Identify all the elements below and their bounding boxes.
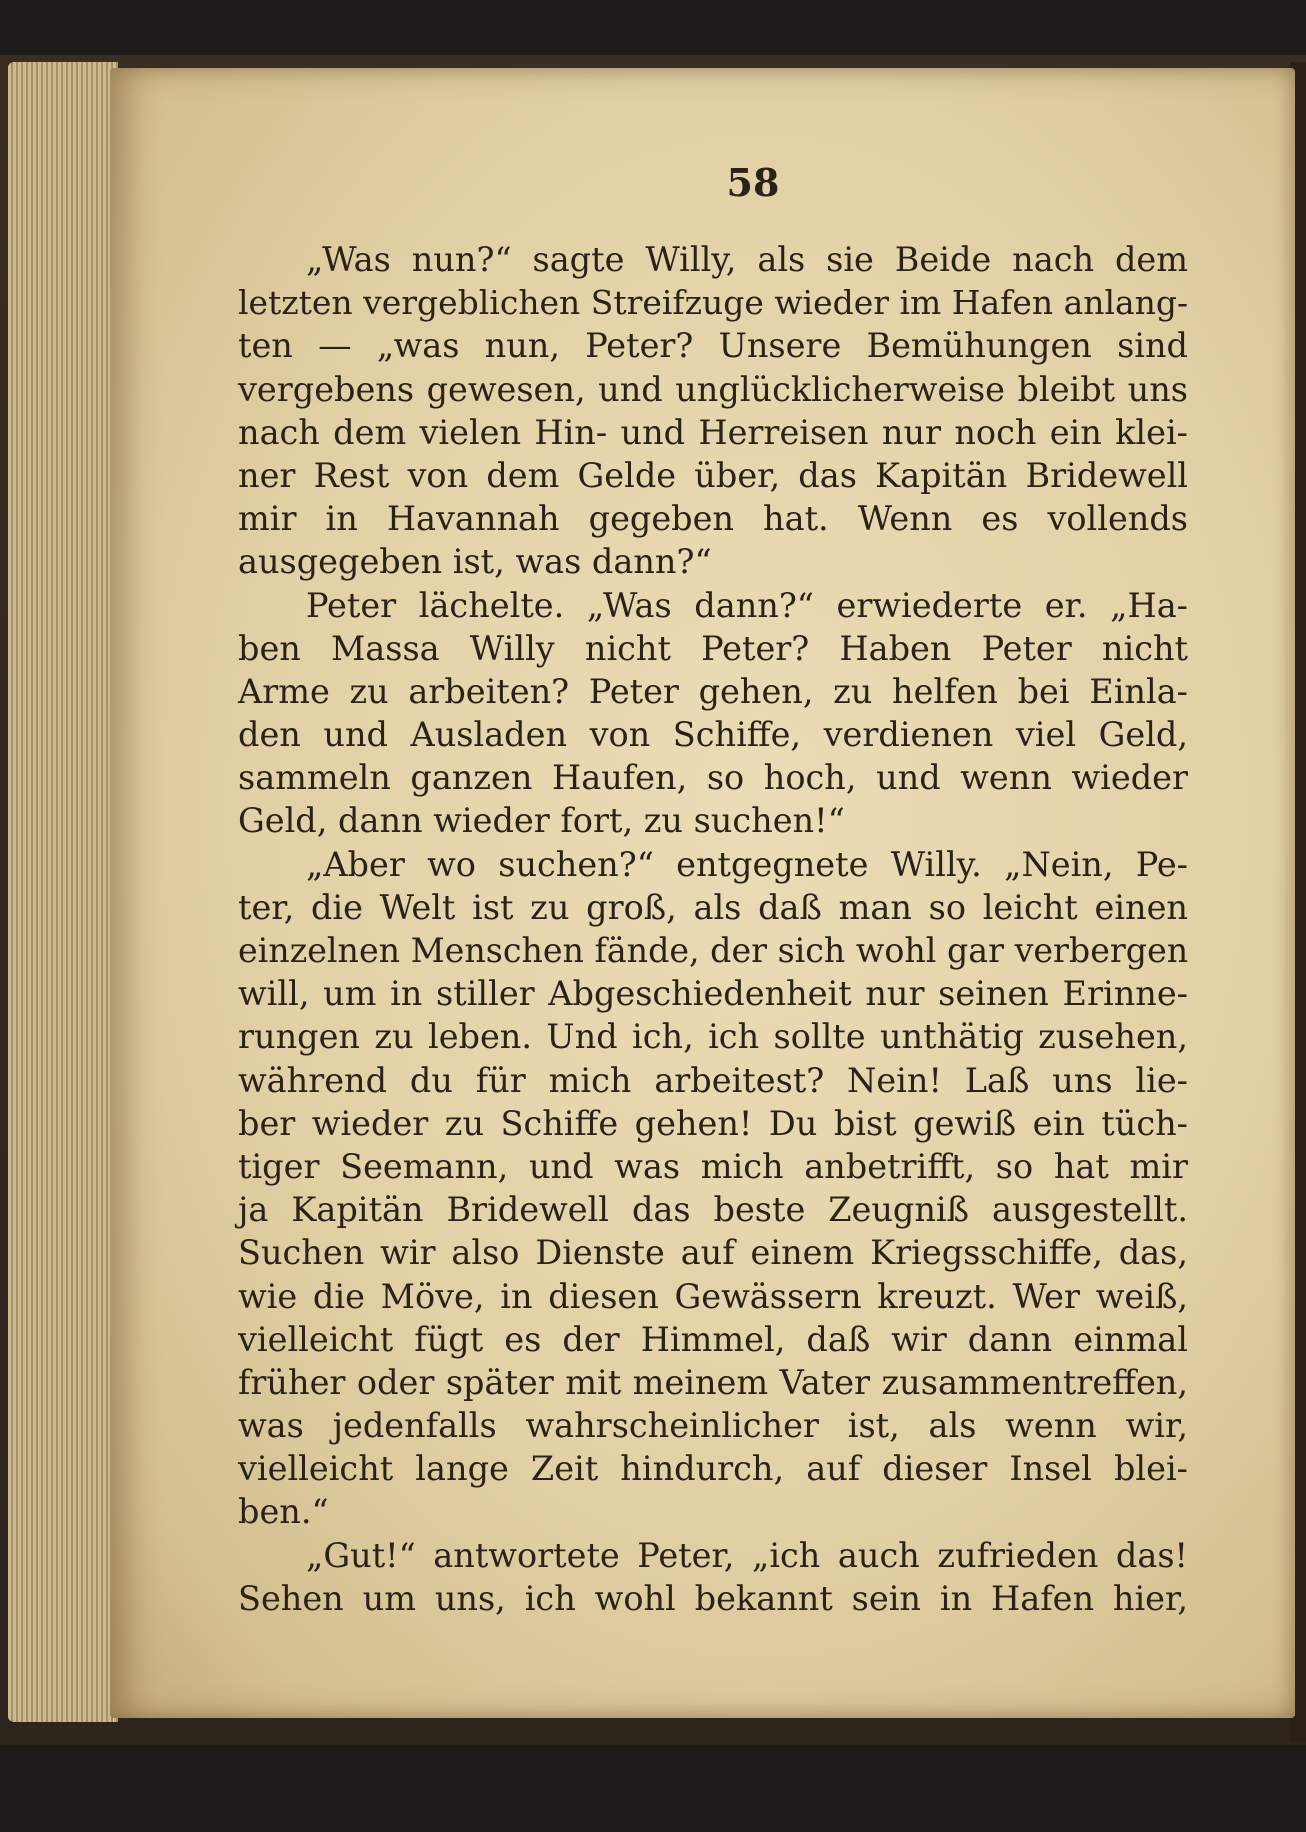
text-line: vielleicht lange Zeit hindurch, auf dieser Insel blei- — [238, 1449, 1188, 1489]
text-line: einzelnen Menschen fände, der sich wohl gar verbergen — [238, 931, 1189, 970]
page-text — [238, 238, 1188, 1620]
text-line: ber wieder zu Schiffe gehen! Du bist gewiß ein tüch- — [238, 1103, 1188, 1143]
text-line: ja Kapitän Bridewell das beste Zeugniß ausgestellt. — [238, 1190, 1188, 1230]
text-line: ter, die Welt ist zu groß, als daß man so leicht einen — [238, 887, 1188, 927]
text-line: Sehen um uns, ich wohl bekannt sein in Hafen hier, — [238, 1578, 1188, 1618]
text-line: sammeln ganzen Haufen, so hoch, und wenn wieder — [238, 758, 1188, 798]
text-line: ten — „was nun, Peter? Unsere Bemühungen sind — [238, 326, 1188, 366]
text-line: während du für mich arbeitest? Nein! Laß uns lie- — [238, 1060, 1188, 1100]
paragraph-2 — [238, 584, 1188, 843]
text-line: ben.“ — [238, 1492, 329, 1532]
text-line: letzten vergeblichen Streifzuge wieder im Hafen anlang- — [238, 283, 1189, 323]
text-line: tiger Seemann, und was mich anbetrifft, so hat mir — [238, 1146, 1188, 1186]
text-line: vielleicht fügt es der Himmel, daß wir dann einmal — [238, 1319, 1188, 1359]
text-line: mir in Havannah gegeben hat. Wenn es vollends — [238, 499, 1188, 539]
paragraph-4 — [238, 1534, 1188, 1620]
text-line: den und Ausladen von Schiffe, verdienen viel Geld, — [238, 715, 1188, 755]
text-line: Geld, dann wieder fort, zu suchen!“ — [238, 801, 845, 841]
paragraph-1 — [238, 238, 1188, 584]
text-line: Arme zu arbeiten? Peter gehen, zu helfen bei Einla- — [238, 671, 1188, 711]
text-line: was jedenfalls wahrscheinlicher ist, als wenn wir, — [238, 1406, 1188, 1446]
text-line: Peter lächelte. „Was dann?“ erwiederte er. „Ha- — [306, 585, 1188, 625]
text-line: nach dem vielen Hin- und Herreisen nur noch ein klei- — [238, 412, 1188, 452]
text-line: früher oder später mit meinem Vater zusammentreffen, — [238, 1362, 1188, 1402]
text-line: will, um in stiller Abgeschiedenheit nur seinen Erinne- — [238, 974, 1188, 1014]
text-line: „Aber wo suchen?“ entgegnete Willy. „Nein, Pe- — [306, 844, 1188, 884]
paragraph-3 — [238, 843, 1188, 1534]
page-number: 58 — [726, 160, 780, 205]
text-line: „Was nun?“ sagte Willy, als sie Beide nach dem — [306, 240, 1188, 279]
text-line: ner Rest von dem Gelde über, das Kapitän Bridewell — [238, 455, 1188, 495]
text-line: rungen zu leben. Und ich, ich sollte unthätig zusehen, — [238, 1017, 1188, 1057]
text-line: ben Massa Willy nicht Peter? Haben Peter nicht — [238, 628, 1188, 668]
text-line: ausgegeben ist, was dann?“ — [238, 542, 712, 582]
text-line: vergebens gewesen, und unglücklicherweise bleibt uns — [238, 369, 1188, 409]
text-line: Suchen wir also Dienste auf einem Kriegsschiffe, das, — [238, 1233, 1188, 1273]
text-line: „Gut!“ antwortete Peter, „ich auch zufrieden das! — [306, 1535, 1188, 1575]
text-line: wie die Möve, in diesen Gewässern kreuzt. Wer weiß, — [238, 1276, 1188, 1316]
page-edges — [8, 62, 118, 1722]
